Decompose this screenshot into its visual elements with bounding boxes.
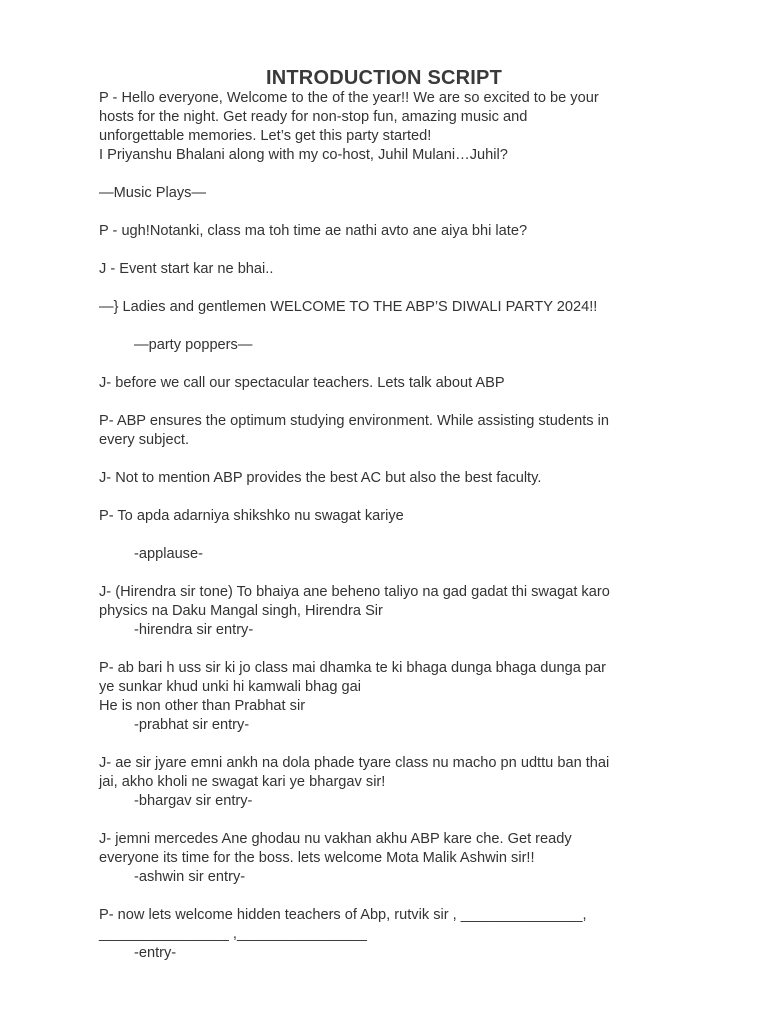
blank-line [99,450,679,469]
stage-direction: -applause- [134,546,203,562]
stage-direction: -hirendra sir entry- [134,622,254,638]
stage-direction: -entry- [134,945,177,961]
stage-direction: —party poppers— [134,337,253,353]
stage-direction: -ashwin sir entry- [134,869,246,885]
blank-line [99,355,679,374]
script-line: ________________ ,________________ [99,926,367,942]
blank-line [99,203,679,222]
script-line: J- ae sir jyare emni ankh na dola phade tyare class nu macho pn udttu ban thai [99,755,610,771]
script-line: jai, akho kholi ne swagat kari ye bhargav sir! [99,774,386,790]
blank-line [99,279,679,298]
script-line: P- To apda adarniya shikshko nu swagat kariye [99,508,404,524]
script-line: unforgettable memories. Let’s get this party started! [99,128,432,144]
blank-line [99,887,679,906]
script-line: P- ABP ensures the optimum studying environment. While assisting students in [99,413,609,429]
script-line: J- Not to mention ABP provides the best AC but also the best faculty. [99,470,542,486]
script-line: every subject. [99,432,190,448]
blank-line [99,564,679,583]
blank-line [99,393,679,412]
blank-line [99,317,679,336]
blank-line [99,488,679,507]
script-line: P - Hello everyone, Welcome to the of the year!! We are so excited to be your [99,90,599,106]
script-line: everyone its time for the boss. lets welcome Mota Malik Ashwin sir!! [99,850,535,866]
script-line: P- ab bari h uss sir ki jo class mai dhamka te ki bhaga dunga bhaga dunga par [99,660,607,676]
blank-line [99,165,679,184]
page-title: INTRODUCTION SCRIPT [265,67,503,89]
blank-line [99,241,679,260]
script-line: hosts for the night. Get ready for non-stop fun, amazing music and [99,109,528,125]
script-line: J- jemni mercedes Ane ghodau nu vakhan akhu ABP kare che. Get ready [99,831,572,847]
script-line: J- (Hirendra sir tone) To bhaiya ane beheno taliyo na gad gadat thi swagat karo [99,584,610,600]
script-line: —} Ladies and gentlemen WELCOME TO THE ABP’S DIWALI PARTY 2024!! [99,299,598,315]
script-line: physics na Daku Mangal singh, Hirendra Sir [99,603,383,619]
script-line: I Priyanshu Bhalani along with my co-host, Juhil Mulani…Juhil? [99,147,508,163]
script-line: ye sunkar khud unki hi kamwali bhag gai [99,679,362,695]
script-line: P - ugh!Notanki, class ma toh time ae nathi avto ane aiya bhi late? [99,223,528,239]
script-line: He is non other than Prabhat sir [99,698,306,714]
blank-line [99,811,679,830]
stage-direction: -bhargav sir entry- [134,793,253,809]
stage-direction: -prabhat sir entry- [134,717,250,733]
blank-line [99,526,679,545]
script-line: P- now lets welcome hidden teachers of Abp, rutvik sir , _______________, [99,907,587,923]
blank-line [99,640,679,659]
script-body [99,89,679,963]
script-line: —Music Plays— [99,185,207,201]
blank-line [99,735,679,754]
script-line: J - Event start kar ne bhai.. [99,261,274,277]
script-line: J- before we call our spectacular teachers. Lets talk about ABP [99,375,505,391]
